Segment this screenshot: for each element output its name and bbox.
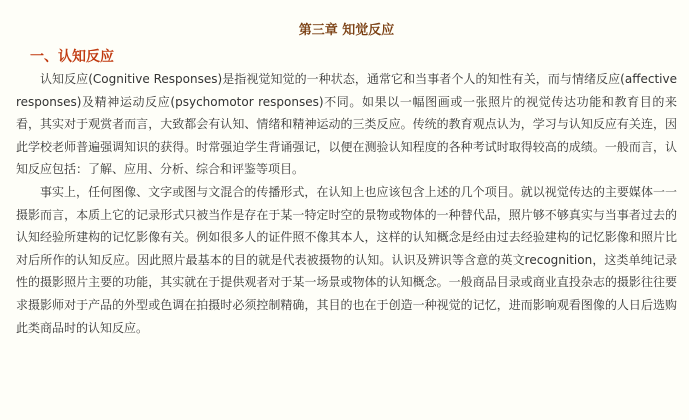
chapter-title: 第三章 知觉反应 — [298, 23, 395, 38]
paragraph-cognitive-responses: 认知反应(Cognitive Responses)是指视觉知觉的一种状态，通常它和当事者个人的知性有关，而与情绪反应(affective responses)及精神运动反应(psychomotor responses)不同。如果以一幅图画或一张照片的视觉传达功能和教育目的来看，其实对于观赏者而言，大致都会有认知、情绪和精神运动的三类反应。传统的教育观点认为，学习与认知反应有关连，因此学校老师普遍强调知识的获得。时常强迫学生背诵强记，以便在测验认知程度的各种考试时取得较高的成绩。一般而言，认知反应包括：了解、应用、分析、综合和评鉴等项目。 — [16, 72, 677, 177]
paragraph-photography-cognition: 事实上，任何图像、文字或图与文混合的传播形式，在认知上也应该包含上述的几个项目。就以视觉传达的主要媒体一一摄影而言，本质上它的记录形式只被当作是存在于某一特定时空的景物或物体的一种替代品，照片够不够真实与当事者过去的认知经验所建构的记忆影像有关。例如很多人的证件照不像其本人，这样的认知概念是经由过去经验建构的记忆影像和照片比对后所作的认知反应。因此照片最基本的目的就是代表被摄物的认知。认识及辨识等含意的英文recognition，这类单纯记录性的摄影照片主要的功能，其实就在于提供观者对于某一场景或物体的认知概念。一般商品目录或商业直投杂志的摄影往往要求摄影师对于产品的外型或色调在拍摄时必须控制精确，其目的也在于创造一种视觉的记忆，进而影响观看图像的人日后选购此类商品时的认知反应。 — [16, 184, 677, 335]
section-title: 一、认知反应 — [30, 49, 114, 65]
